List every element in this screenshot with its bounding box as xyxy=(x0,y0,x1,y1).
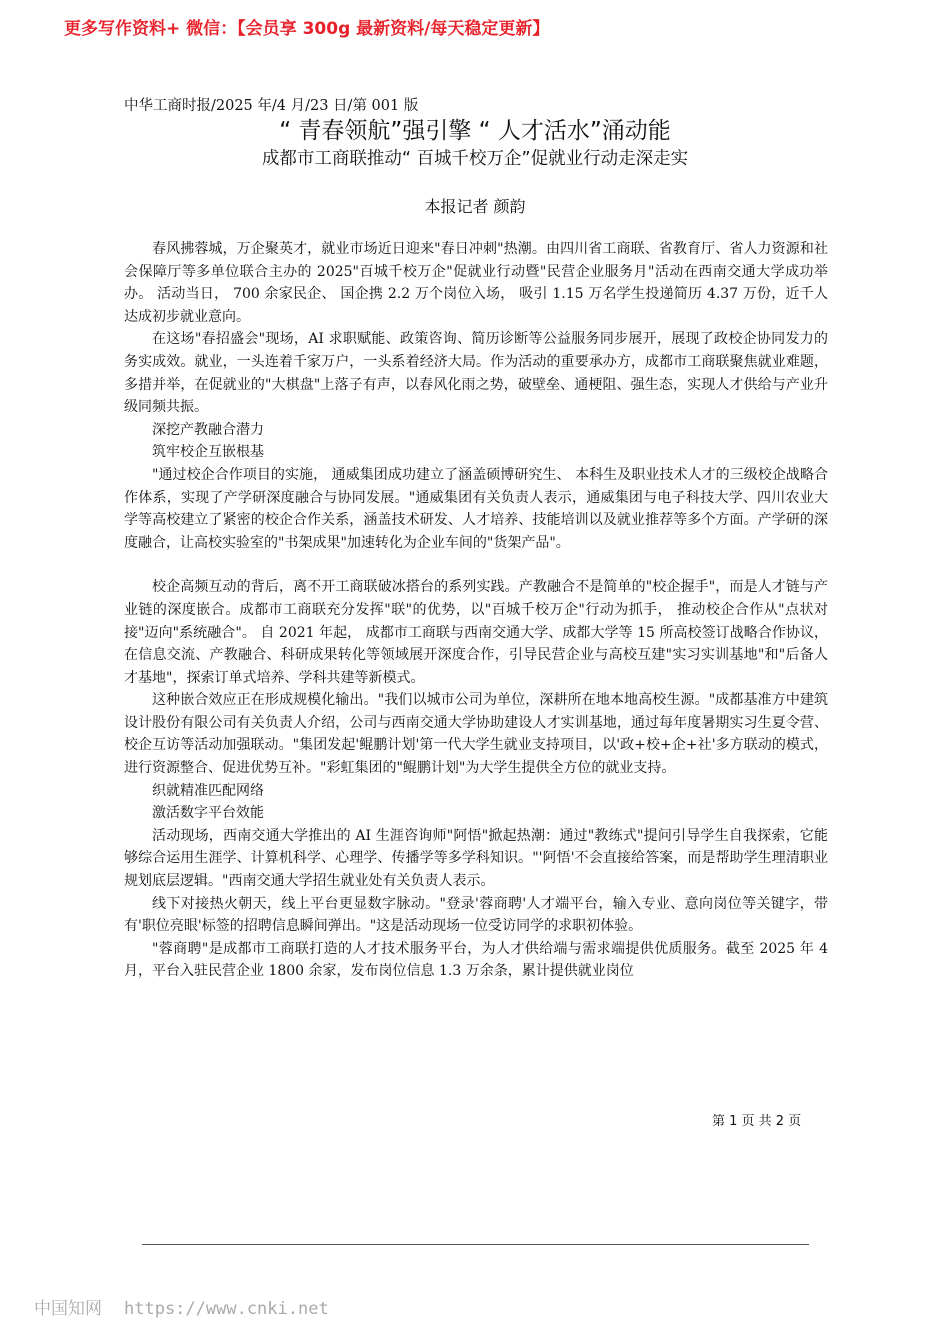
footer-url: https://www.cnki.net xyxy=(124,1299,329,1319)
footer-site-name: 中国知网 xyxy=(34,1299,102,1319)
article-title: “ 青春领航”强引擎 “ 人才活水”涌动能 xyxy=(279,118,671,144)
paragraph: 活动现场，西南交通大学推出的 AI 生涯咨询师"阿悟"掀起热潮：通过"教练式"提问引导学生自我探索，它能够综合运用生涯学、计算机科学、心理学、传播学等多学科知识。"'阿悟'不会直接给答案，而是帮助学生理清职业规划底层逻辑。"西南交通大学招生就业处有关负责人表示。 xyxy=(124,827,828,890)
page-number: 第 1 页 共 2 页 xyxy=(712,1114,802,1129)
paragraph: "通过校企合作项目的实施， 通威集团成功建立了涵盖硕博研究生、 本科生及职业技术人才的三级校企战略合作体系，实现了产学研深度融合与协同发展。"通威集团有关负责人表示，通威集团与电子科技大学、四川农业大学等高校建立了紧密的校企合作关系，涵盖技术研发、人才培养、技能培训以及就业推荐等多个方面。产学研的深度融合，让高校实验室的"书架成果"加速转化为企业车间的"货架产品"。 xyxy=(124,466,828,551)
footer-divider xyxy=(142,1244,809,1245)
section-heading: 激活数字平台效能 xyxy=(152,805,264,822)
article-subtitle: 成都市工商联推动“ 百城千校万企”促就业行动走深走实 xyxy=(261,149,689,169)
section-heading: 织就精准匹配网络 xyxy=(152,782,264,799)
promo-banner: 更多写作资料+ 微信：【会员享 300g 最新资料/每天稳定更新】 xyxy=(64,19,550,39)
paragraph: 线下对接热火朝天，线上平台更显数字脉动。"登录'蓉商聘'人才端平台，输入专业、意向岗位等关键字，带有'职位亮眼'标签的招聘信息瞬间弹出。"这是活动现场一位受访同学的求职初体验。 xyxy=(124,895,828,935)
paragraph-gap xyxy=(124,554,828,576)
article-body xyxy=(124,238,828,983)
paragraph: 这种嵌合效应正在形成规模化输出。"我们以城市公司为单位，深耕所在地本地高校生源。"成都基准方中建筑设计股份有限公司有关负责人介绍，公司与西南交通大学协助建设人才实训基地，通过每年度暑期实习生夏令营、校企互访等活动加强联动。"集团发起'鲲鹏计划'第一代大学生就业支持项目，以'政+校+企+社'多方联动的模式，进行资源整合、促进优势互补。"彩虹集团的"鲲鹏计划"为大学生提供全方位的就业支持。 xyxy=(124,692,828,777)
byline: 本报记者 颜韵 xyxy=(424,197,526,216)
section-heading: 筑牢校企互嵌根基 xyxy=(152,444,264,461)
paragraph: 在这场"春招盛会"现场，AI 求职赋能、政策咨询、简历诊断等公益服务同步展开，展现了政校企协同发力的务实成效。就业，一头连着千家万户，一头系着经济大局。作为活动的重要承办方，成都市工商联聚焦就业难题，多措并举，在促就业的"大棋盘"上落子有声，以春风化雨之势，破壁垒、通梗阻、强生态，实现人才供给与产业升级同频共振。 xyxy=(124,331,828,416)
paragraph: 春风拂蓉城，万企聚英才，就业市场近日迎来"春日冲刺"热潮。由四川省工商联、省教育厅、省人力资源和社会保障厅等多单位联合主办的 2025"百城千校万企"促就业行动暨"民营企业服务月"活动在西南交通大学成功举办。 活动当日， 700 余家民企、 国企携 2.2 万个岗位入场， 吸引 1.15 万名学生投递简历 4.37 万份，近千人达成初步就业意向。 xyxy=(124,241,828,325)
footer-watermark xyxy=(34,1294,329,1319)
paragraph: 校企高频互动的背后，离不开工商联破冰搭台的系列实践。产教融合不是简单的"校企握手"，而是人才链与产业链的深度嵌合。成都市工商联充分发挥"联"的优势，以"百城千校万企"行动为抓手， 推动校企合作从"点状对接"迈向"系统融合"。 自 2021 年起， 成都市工商联与西南交通大学、成都大学等 15 所高校签订战略合作协议，在信息交流、产教融合、科研成果转化等领域展开深度合作，引导民营企业与高校互建"实习实训基地"和"后备人才基地"，探索订单式培养、学科共建等新模式。 xyxy=(124,579,828,686)
paragraph: "蓉商聘"是成都市工商联打造的人才技术服务平台，为人才供给端与需求端提供优质服务。截至 2025 年 4 月，平台入驻民营企业 1800 余家，发布岗位信息 1.3 万余条，累计提供就业岗位 xyxy=(124,940,828,980)
section-heading: 深挖产教融合潜力 xyxy=(152,421,264,438)
publication-info: 中华工商时报/2025 年/4 月/23 日/第 001 版 xyxy=(124,98,419,114)
